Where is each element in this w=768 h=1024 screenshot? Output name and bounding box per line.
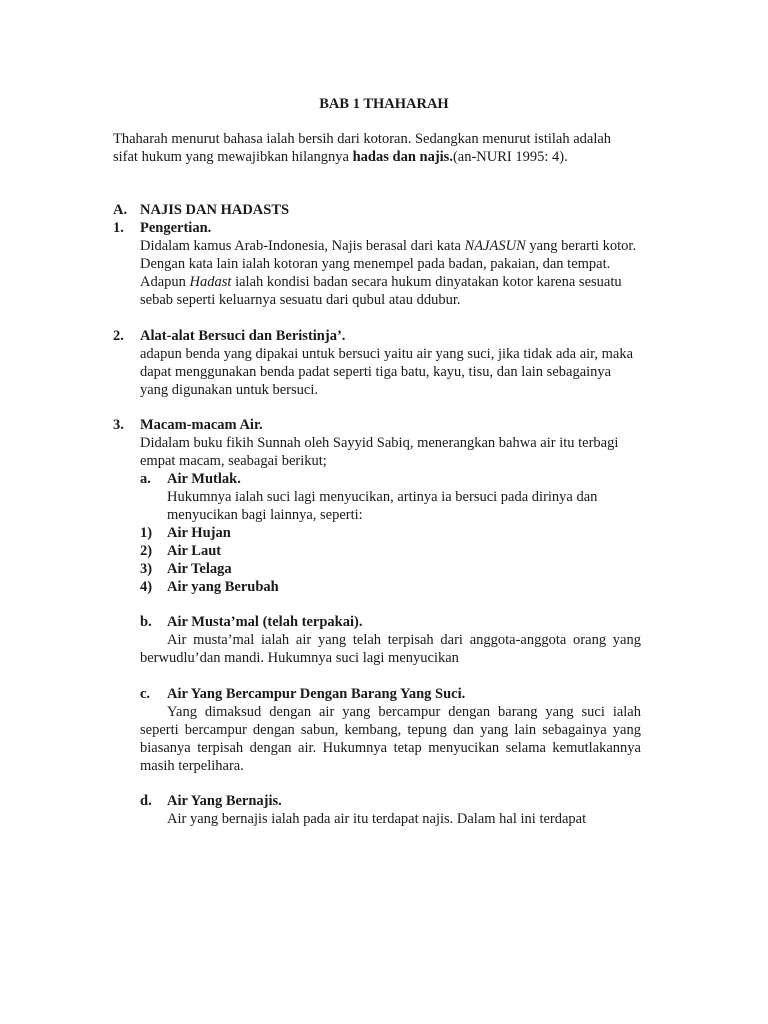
item-1-text-end: yang berarti kotor. — [525, 238, 637, 254]
intro-text: sifat hukum yang mewajibkan hilangnya — [113, 149, 353, 165]
item-1-l3-italic-term: Hadast — [189, 274, 232, 290]
item-1-heading: Pengertian. — [140, 220, 212, 236]
intro-line-1: Thaharah menurut bahasa ialah bersih dari kotoran. Sedangkan menurut istilah adalah — [113, 131, 612, 147]
item-1-italic-term: NAJASUN — [464, 238, 526, 254]
sub-c-marker: c. — [140, 686, 151, 702]
list-item: Air Hujan — [167, 525, 231, 541]
section-a-marker: A. — [113, 202, 128, 218]
item-3-line-2: empat macam, seabagai berikut; — [140, 453, 327, 469]
sub-a-heading: Air Mutlak. — [167, 471, 241, 487]
sub-c-line-4: masih terpelihara. — [140, 758, 244, 774]
sub-b-marker: b. — [140, 614, 152, 630]
list-item-marker: 2) — [140, 543, 153, 559]
intro-line-2 — [113, 148, 568, 166]
item-2-line-1: adapun benda yang dipakai untuk bersuci yaitu air yang suci, jika tidak ada air, maka — [140, 346, 634, 362]
item-3-line-1: Didalam buku fikih Sunnah oleh Sayyid Sabiq, menerangkan bahwa air itu terbagi — [140, 435, 619, 451]
page-title: BAB 1 THAHARAH — [319, 96, 449, 112]
item-2-line-3: yang digunakan untuk bersuci. — [140, 382, 318, 398]
sub-a-marker: a. — [140, 471, 151, 487]
sub-c-heading: Air Yang Bercampur Dengan Barang Yang Suci. — [167, 686, 466, 702]
item-3-marker: 3. — [113, 417, 124, 433]
sub-b-heading: Air Musta’mal (telah terpakai). — [167, 614, 363, 630]
item-1-line-4: sebab seperti keluarnya sesuatu dari qubul atau ddubur. — [140, 292, 461, 308]
list-item: Air Telaga — [167, 561, 232, 577]
item-1-line-2: Dengan kata lain ialah kotoran yang menempel pada badan, pakaian, dan tempat. — [140, 256, 611, 272]
item-1-text: Didalam kamus Arab-Indonesia, Najis berasal dari kata — [140, 238, 465, 254]
sub-d-heading: Air Yang Bernajis. — [167, 793, 282, 809]
intro-citation: (an-NURI 1995: 4). — [452, 149, 568, 165]
item-1-line-1 — [140, 237, 636, 255]
item-2-line-2: dapat menggunakan benda padat seperti tiga batu, kayu, tisu, dan lain sebagainya — [140, 364, 612, 380]
item-1-l3-text: Adapun — [140, 274, 190, 290]
item-1-l3-text-end: ialah kondisi badan secara hukum dinyatakan kotor karena sesuatu — [231, 274, 622, 290]
intro-bold-term: hadas dan najis. — [352, 149, 453, 165]
list-item-marker: 4) — [140, 579, 153, 595]
item-2-marker: 2. — [113, 328, 124, 344]
item-1-line-3 — [140, 273, 622, 291]
list-item-marker: 3) — [140, 561, 153, 577]
list-item-marker: 1) — [140, 525, 153, 541]
sub-b-line-2: berwudlu’dan mandi. Hukumnya suci lagi menyucikan — [140, 650, 459, 666]
sub-c-line-3: biasanya terpisah dengan air. Hukumnya tetap menyucikan selama kemutlakannya — [140, 740, 641, 756]
sub-a-line-1: Hukumnya ialah suci lagi menyucikan, artinya ia bersuci pada dirinya dan — [167, 489, 598, 505]
sub-c-line-2: seperti bercampur dengan sabun, kembang, tepung dan yang lain sebagainya yang — [140, 722, 641, 738]
item-2-heading: Alat-alat Bersuci dan Beristinja’. — [140, 328, 346, 344]
sub-c-line-1: Yang dimaksud dengan air yang bercampur dengan barang yang suci ialah — [167, 704, 641, 720]
item-1-marker: 1. — [113, 220, 124, 236]
list-item: Air Laut — [167, 543, 222, 559]
list-item: Air yang Berubah — [167, 579, 279, 595]
sub-b-line-1: Air musta’mal ialah air yang telah terpisah dari anggota-anggota orang yang — [167, 632, 641, 648]
sub-d-marker: d. — [140, 793, 152, 809]
sub-a-line-2: menyucikan bagi lainnya, seperti: — [167, 507, 363, 523]
sub-d-line-1: Air yang bernajis ialah pada air itu terdapat najis. Dalam hal ini terdapat — [167, 811, 587, 827]
item-3-heading: Macam-macam Air. — [140, 417, 263, 433]
section-a-heading: NAJIS DAN HADASTS — [140, 202, 290, 218]
